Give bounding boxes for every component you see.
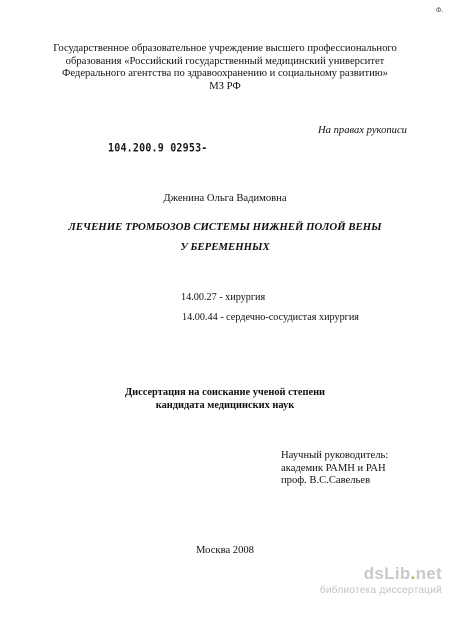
specialty-row xyxy=(182,308,359,328)
watermark-brand-dot: . xyxy=(410,564,416,583)
city-year: Москва 2008 xyxy=(196,545,254,556)
watermark-brand-prefix: dsLib xyxy=(363,564,411,583)
specialty-code: 14.00.27 xyxy=(181,292,217,303)
header-line-1: Государственное образовательное учреждение высшего профессионального xyxy=(53,43,397,54)
title-line-2: У БЕРЕМЕННЫХ xyxy=(180,241,270,253)
specialty-row xyxy=(181,288,359,308)
degree-statement xyxy=(0,387,450,412)
watermark-subtitle: библиотека диссертаций xyxy=(319,585,442,596)
watermark-brand xyxy=(318,565,442,583)
degree-line-2: кандидата медицинских наук xyxy=(155,399,295,411)
institution-header xyxy=(40,43,410,93)
specialty-name: - сердечно-сосудистая хирургия xyxy=(217,312,359,323)
library-stamp-number: 104.200.9 02953- xyxy=(108,142,208,155)
supervisor-line-3: проф. В.С.Савельев xyxy=(281,475,371,486)
corner-mark: Ф. xyxy=(436,6,444,14)
specialty-code: 14.00.44 xyxy=(182,312,218,323)
title-line-1: ЛЕЧЕНИЕ ТРОМБОЗОВ СИСТЕМЫ НИЖНЕЙ ПОЛОЙ ВЕНЫ xyxy=(68,221,382,233)
supervisor-line-2: академик РАМН и РАН xyxy=(281,462,386,474)
dissertation-title xyxy=(50,217,400,257)
supervisor-line-1: Научный руководитель: xyxy=(281,450,389,461)
header-line-3: Федерального агентства по здравоохранению и социальному развитию» xyxy=(62,68,388,80)
specialty-list xyxy=(181,288,359,328)
degree-line-1: Диссертация на соискание ученой степени xyxy=(124,387,326,398)
author-name: Дженина Ольга Вадимовна xyxy=(163,193,287,204)
header-line-2: образования «Российский государственный медицинский университет xyxy=(65,55,385,67)
manuscript-rights-note: На правах рукописи xyxy=(318,125,407,136)
header-line-4: МЗ РФ xyxy=(209,80,241,92)
specialty-name: - хирургия xyxy=(216,292,266,303)
scientific-supervisor xyxy=(281,450,388,488)
dslib-watermark xyxy=(318,565,442,597)
watermark-brand-suffix: net xyxy=(415,564,442,583)
